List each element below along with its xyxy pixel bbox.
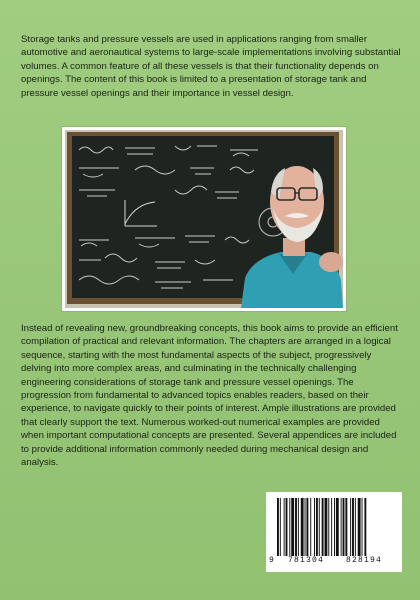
barcode-bar <box>325 498 328 556</box>
barcode-bar <box>350 498 351 556</box>
barcode-bar <box>364 498 366 556</box>
barcode-bar <box>286 498 288 556</box>
barcode-bar <box>284 498 285 556</box>
barcode-left-group: 781304 <box>288 556 325 565</box>
barcode-bar <box>319 498 320 556</box>
barcode-bar <box>328 498 329 556</box>
barcode-bar <box>295 498 297 556</box>
barcode-bar <box>336 498 339 556</box>
barcode-bar <box>289 498 290 556</box>
barcode-bar <box>277 498 279 556</box>
barcode-bar <box>291 498 294 556</box>
description-paragraph-1: Storage tanks and pressure vessels are used in applications ranging from smaller automotive and aeronautical systems to large-scale implementations involving substantial volumes. A common feature of all these vessels is that their functionality depends on openings. The content of this book is limited to a presentation of storage tank and pressure vessel openings and their importance in vessel design. <box>21 34 401 99</box>
barcode-first-digit: 9 <box>269 556 274 565</box>
barcode-bar <box>314 498 315 556</box>
barcode-digits <box>266 556 402 568</box>
barcode-bar <box>341 498 342 556</box>
barcode-bar <box>280 498 281 556</box>
barcode-bar <box>298 498 299 556</box>
author-photo-frame <box>62 127 346 311</box>
barcode-bar <box>322 498 324 556</box>
barcode-bar <box>362 498 363 556</box>
isbn-barcode <box>266 492 402 572</box>
barcode-bar <box>352 498 354 556</box>
barcode-bar <box>355 498 356 556</box>
barcode-bar <box>334 498 335 556</box>
author-photo <box>65 130 343 308</box>
barcode-bar <box>331 498 332 556</box>
barcode-bars <box>276 498 394 556</box>
barcode-bar <box>316 498 318 556</box>
barcode-bar <box>358 498 361 556</box>
barcode-bar <box>343 498 345 556</box>
barcode-bar <box>306 498 308 556</box>
barcode-right-group: 828194 <box>346 556 383 565</box>
barcode-bar <box>310 498 311 556</box>
author-photo-illustration <box>65 130 343 308</box>
description-paragraph-2: Instead of revealing new, groundbreaking concepts, this book aims to provide an efficient compilation of practical and relevant information. The chapters are arranged in a logical sequence, starting with the most fundamental aspects of the subject, progressively delving into more complex areas, and culminating in the technically challenging engineering considerations of storage tank and pressure vessel openings. The progression from fundamental to advanced topics enables readers, based on their experience, to navigate quickly to their points of interest. Ample illustrations are provided that clearly support the text. Numerous worked-out numerical examples are provided when important computational concepts are presented. Several appendices are included to provide additional information commonly needed during mechanical design and analysis. <box>21 323 398 469</box>
barcode-bar <box>305 498 306 556</box>
barcode-bar <box>345 498 347 556</box>
barcode-bar <box>301 498 304 556</box>
